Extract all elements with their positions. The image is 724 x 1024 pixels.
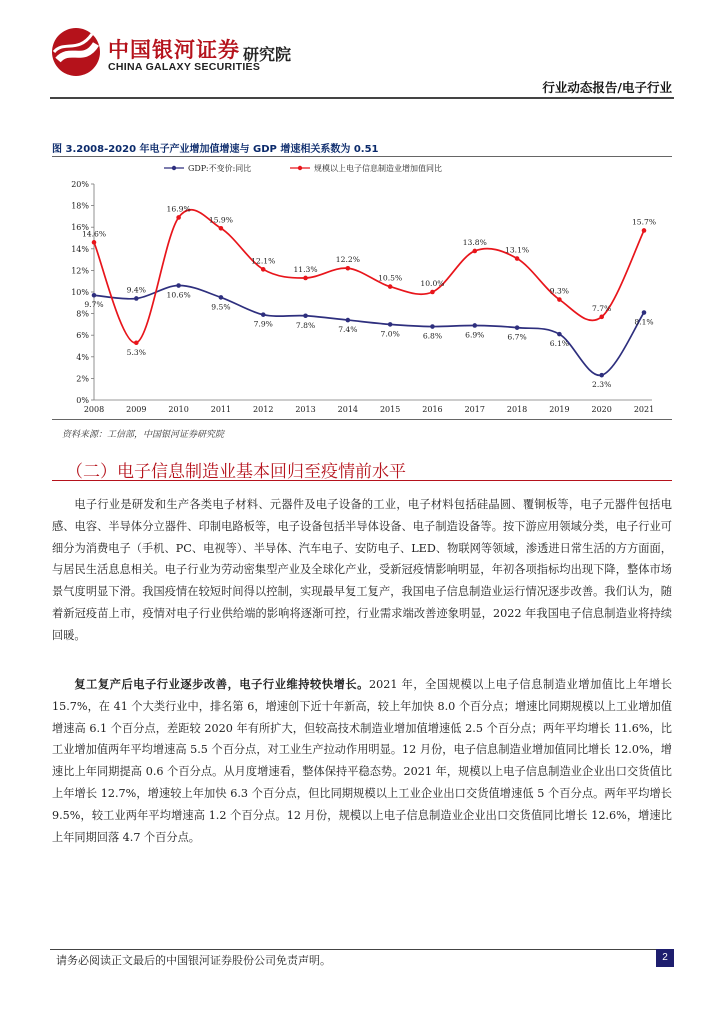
x-tick-label: 2009 [126,405,147,414]
x-tick-label: 2021 [633,405,655,414]
x-tick-label: 2017 [464,405,485,414]
data-label: 12.2% [335,255,360,265]
data-point [472,249,477,254]
y-tick-label: 8% [76,309,89,319]
data-point [642,228,647,233]
y-tick-label: 0% [76,396,89,405]
data-label: 7.8% [295,320,316,330]
data-point [92,293,97,298]
paragraph-body: 2021 年，全国规模以上电子信息制造业增加值比上年增长 15.7%，在 41 个大类行业中，排名第 6，增速创下近十年新高，较上年加快 8.0 个百分点；增速比同期规模以上工业增加值增速高 6.1 个百分点，差距较 2020 年有所扩大，但较高技术制造业增加值增速低 2.5 个百分点；两年平均增长 11.6%，比工业增加值两年平均增速高 5.5 个百分点，对工业生产拉动作用明显。12 月份，电子信息制造业增加值同比增长 12.0%，增速比上年同期提高 0.6 个百分点。从月度增速看，整体保持平稳态势。2021 年，规模以上电子信息制造业企业出口交货值比上年增长 12.7%，增速较上年加快 6.3 个百分点，但比同期规模以上工业企业出口交货值增速低 5 个百分点。两年平均增长 9.5%，较工业两年平均增速高 1.2 个百分点。12 月份，规模以上电子信息制造业企业出口交货值同比增长 12.6%，增速比上年同期回落 4.7 个百分点。 [52,678,672,844]
line-chart [52,157,672,419]
data-label: 15.9% [208,215,233,225]
x-tick-label: 2020 [591,405,612,414]
data-label: 2.3% [592,380,612,390]
y-tick-label: 4% [76,352,89,362]
data-point [557,297,562,302]
data-label: 13.8% [462,237,487,247]
data-point [261,267,266,272]
data-label: 12.1% [251,256,276,266]
data-point [261,312,266,317]
figure-title: 图 3.2008-2020 年电子产业增加值增速与 GDP 增速相关系数为 0.51 [52,144,379,155]
data-label: 9.5% [211,302,231,312]
data-label: 15.7% [631,217,657,227]
data-label: 11.3% [293,264,318,274]
section-title: （二）电子信息制造业基本回归至疫情前水平 [66,462,406,482]
header-divider [50,97,674,99]
page-number: 2 [656,949,674,967]
data-point [599,373,604,378]
data-point [346,318,351,323]
paragraph-intro: 电子行业是研发和生产各类电子材料、元器件及电子设备的工业，电子材料包括硅晶圆、覆铜板等，电子元器件包括电感、电容、半导体分立器件、印制电路板等，电子设备包括半导体设备、电子制造设备等。按下游应用领域分类，电子行业可细分为消费电子（手机、PC、电视等）、半导体、汽车电子、安防电子、LED、物联网等领域，渗透进日常生活的方方面面，与居民生活息息相关。电子行业为劳动密集型产业及全球化产业，受新冠疫情影响明显，年初各项指标均出现下降，整体市场景气度明显下滑。我国疫情在较短时间得以控制，实现最早复工复产，我国电子信息制造业运行情况逐步改善。我们认为，随着新冠疫苗上市，疫情对电子行业供给端的影响将逐渐可控，行业需求端改善迹象明显，2022 年我国电子信息制造业将持续回暖。 [52,498,672,642]
data-point [92,240,97,245]
figure-bottom-rule [52,419,672,420]
data-point [599,315,604,320]
data-label: 14.6% [81,229,107,239]
y-tick-label: 10% [71,288,89,297]
data-point [346,266,351,271]
galaxy-logo-icon [48,24,104,80]
data-label: 9.3% [549,286,570,296]
data-label: 10.6% [166,290,191,300]
disclaimer: 请务必阅读正文最后的中国银河证券股份公司免责声明。 [56,954,331,967]
section-divider [52,480,672,481]
brand-name-en: CHINA GALAXY SECURITIES [108,61,261,73]
data-point [430,324,435,329]
data-point [176,283,181,288]
data-label: 7.0% [380,329,400,339]
chart-series [82,204,656,389]
y-tick-label: 16% [71,223,89,233]
y-tick-label: 14% [71,244,89,254]
x-tick-label: 2012 [253,405,274,414]
x-tick-label: 2010 [168,405,189,414]
data-point [303,313,308,318]
data-point [219,226,224,231]
data-label: 7.7% [592,303,612,313]
data-point [557,332,562,337]
data-point [176,215,181,220]
x-tick-label: 2014 [337,405,359,414]
chart-axes [71,180,657,414]
footer-divider [50,949,674,950]
data-label: 10.5% [378,273,403,283]
paragraph-growth [52,674,672,848]
data-point [642,310,647,315]
data-point [388,322,393,327]
legend-label: GDP:不变价:同比 [188,164,252,173]
data-label: 6.1% [549,339,570,349]
report-type: 行业动态报告/电子行业 [542,80,672,95]
x-tick-label: 2019 [549,405,570,414]
data-point [134,340,139,345]
y-tick-label: 2% [76,374,89,384]
data-label: 7.4% [338,325,358,335]
data-label: 5.3% [126,347,146,357]
data-point [472,323,477,328]
legend-label: 规模以上电子信息制造业增加值同比 [314,164,442,173]
data-label: 10.0% [420,279,445,288]
brand-subtitle: 研究院 [243,45,292,64]
y-tick-label: 6% [76,331,89,341]
paragraph-lead: 复工复产后电子行业逐步改善，电子行业维持较快增长。 [74,677,369,691]
data-label: 7.9% [253,319,273,329]
data-label: 9.4% [126,285,146,295]
x-tick-label: 2008 [83,405,105,414]
x-tick-label: 2013 [295,405,316,414]
data-point [219,295,224,300]
data-label: 13.1% [505,245,530,255]
data-point [303,276,308,281]
data-label: 8.1% [634,317,654,327]
data-point [430,290,435,295]
data-label: 6.8% [422,331,443,341]
x-tick-label: 2018 [506,405,528,414]
y-tick-label: 12% [71,266,89,276]
legend-marker [172,166,176,170]
legend-marker [298,166,302,170]
data-point [388,284,393,289]
x-tick-label: 2015 [379,405,401,414]
data-point [134,296,139,301]
brand-name-cn: 中国银河证券 [108,38,240,62]
y-tick-label: 20% [71,180,89,189]
data-label: 6.7% [507,332,527,342]
x-tick-label: 2016 [422,405,443,414]
x-tick-label: 2011 [210,405,232,414]
y-tick-label: 18% [71,201,89,211]
data-label: 6.9% [465,330,485,340]
chart-legend [164,163,442,173]
data-point [515,256,520,261]
data-point [515,325,520,330]
data-label: 9.7% [84,300,104,310]
figure-source: 资料来源：工信部，中国银河证券研究院 [62,430,225,440]
data-label: 16.9% [166,204,191,214]
